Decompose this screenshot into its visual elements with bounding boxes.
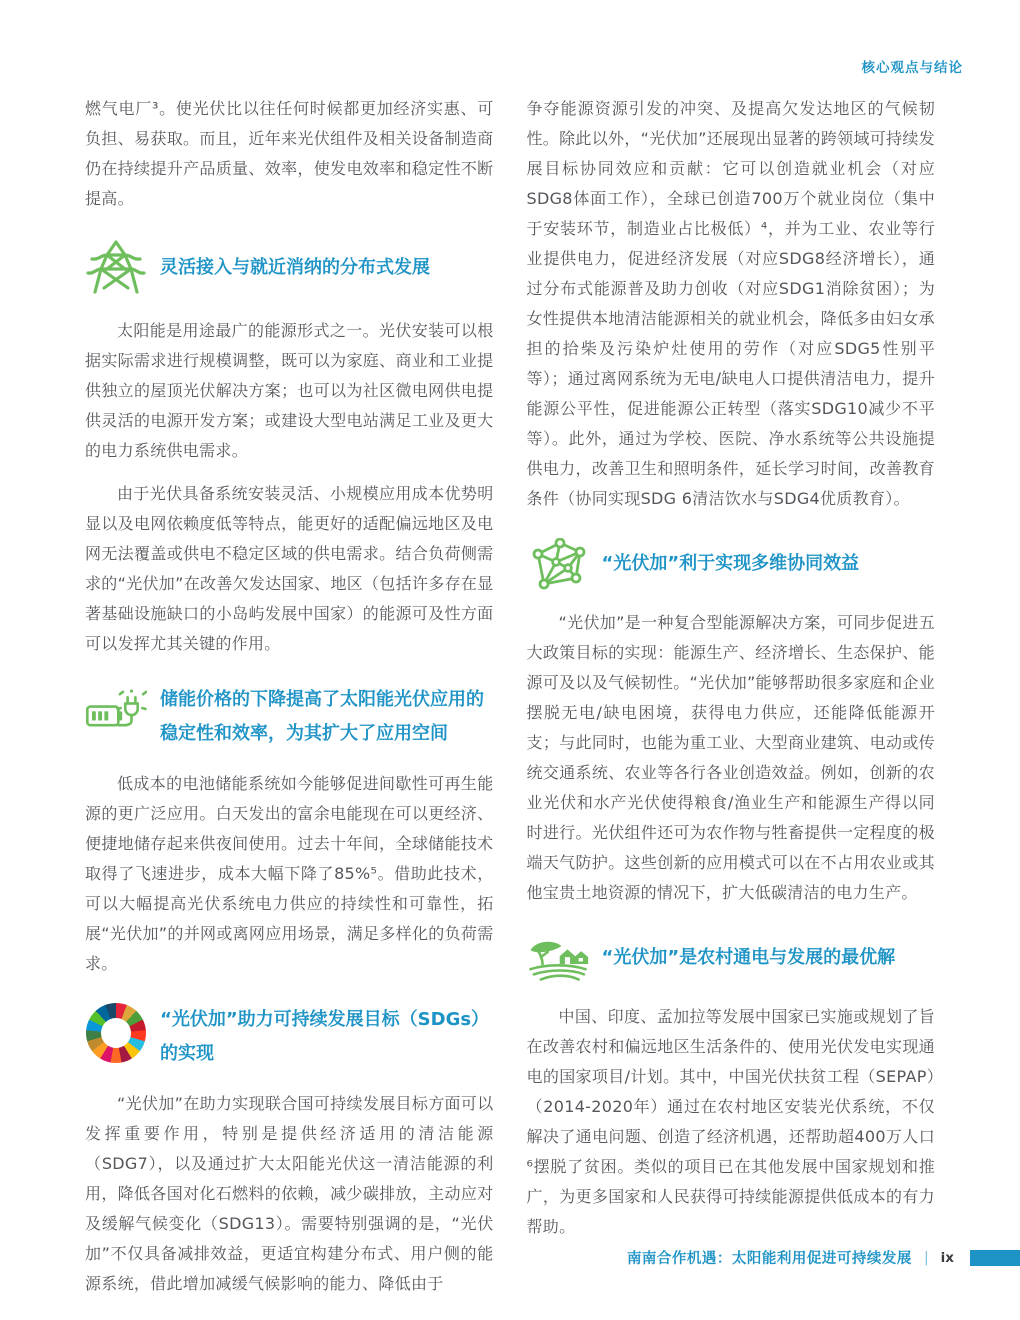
paragraph: 太阳能是用途最广的能源形式之一。光伏安装可以根据实际需求进行规模调整，既可以为家庭、商业和工业提供独立的屋顶光伏解决方案；也可以为社区微电网供电提供灵活的电源开发方案；或建设大型电站满足工业及更大的电力系统供电需求。 bbox=[85, 321, 494, 460]
section-heading: 储能价格的下降提高了太阳能光伏应用的稳定性和效率，为其扩大了应用空间 bbox=[160, 689, 484, 744]
page-footer bbox=[627, 1247, 1020, 1268]
section-synergies bbox=[527, 538, 936, 590]
right-column bbox=[527, 94, 936, 1312]
transmission-tower-icon bbox=[85, 238, 147, 298]
page-number: ix bbox=[940, 1249, 954, 1266]
footer-accent-bar bbox=[970, 1250, 1020, 1266]
paragraph: 由于光伏具备系统安装灵活、小规模应用成本优势明显以及电网依赖度低等特点，能更好的适配偏远地区及电网无法覆盖或供电不稳定区域的供电需求。结合负荷侧需求的“光伏加”在改善欠发达国家、地区（包括许多存在显著基础设施缺口的小岛屿发展中国家）的能源可及性方面可以发挥尤其关键的作用。 bbox=[85, 484, 494, 653]
network-graph-icon bbox=[527, 538, 589, 590]
running-head-label: 核心观点与结论 bbox=[861, 60, 963, 76]
section-rural-electrification bbox=[527, 932, 936, 984]
paragraph: 低成本的电池储能系统如今能够促进间歇性可再生能源的更广泛应用。白天发出的富余电能现在可以更经济、便捷地储存起来供夜间使用。过去十年间，全球储能技术取得了飞速进步，成本大幅下降了85%⁵。借助此技术，可以大幅提高光伏系统电力供应的持续性和可靠性，拓展“光伏加”的并网或离网应用场景，满足多样化的负荷需求。 bbox=[85, 774, 494, 973]
footer-divider: | bbox=[923, 1249, 929, 1266]
paragraph: “光伏加”是一种复合型能源解决方案，可同步促进五大政策目标的实现：能源生产、经济增长、生态保护、能源可及以及气候韧性。“光伏加”能够帮助很多家庭和企业摆脱无电/缺电困境，获得电力供应，还能降低能源开支；与此同时，也能为重工业、大型商业建筑、电动或传统交通系统、农业等各行各业创造效益。例如，创新的农业光伏和水产光伏使得粮食/渔业生产和能源生产得以同时进行。光伏组件还可为农作物与牲畜提供一定程度的极端天气防护。这些创新的应用模式可以在不占用农业或其他宝贵土地资源的情况下，扩大低碳清洁的电力生产。 bbox=[526, 613, 935, 902]
paragraph: “光伏加”在助力实现联合国可持续发展目标方面可以发挥重要作用，特别是提供经济适用的清洁能源（SDG7），以及通过扩大太阳能光伏这一清洁能源的利用，降低各国对化石燃料的依赖，减少碳排放，主动应对及缓解气候变化（SDG13）。需要特别强调的是，“光伏加”不仅具备减排效益，更适宜构建分布式、用户侧的能源系统，借此增加减缓气候影响的能力、降低由于 bbox=[85, 1094, 494, 1293]
page-content bbox=[85, 94, 935, 1312]
left-column bbox=[85, 94, 494, 1312]
section-sdgs bbox=[85, 1003, 494, 1071]
section-storage-prices bbox=[85, 683, 494, 751]
rural-development-icon bbox=[527, 932, 589, 984]
paragraph: 中国、印度、孟加拉等发展中国家已实施或规划了旨在改善农村和偏远地区生活条件的、使用光伏发电实现通电的国家项目/计划。其中，中国光伏扶贫工程（SEPAP）（2014-2020年）通过在农村地区安装光伏系统，不仅解决了通电问题、创造了经济机遇，还帮助超400万人口⁶摆脱了贫困。类似的项目已在其他发展中国家规划和推广，为更多国家和人民获得可持续能源提供低成本的有力帮助。 bbox=[526, 1007, 935, 1236]
section-heading: 灵活接入与就近消纳的分布式发展 bbox=[160, 257, 430, 278]
running-head bbox=[862, 56, 964, 76]
section-heading: “光伏加”是农村通电与发展的最优解 bbox=[601, 947, 896, 968]
battery-storage-icon bbox=[85, 683, 147, 741]
section-distributed-development bbox=[85, 238, 494, 298]
footer-title: 南南合作机遇：太阳能利用促进可持续发展 bbox=[626, 1251, 912, 1267]
sdg-wheel-icon bbox=[85, 1003, 147, 1063]
section-heading: “光伏加”利于实现多维协同效益 bbox=[601, 553, 860, 574]
section-heading: “光伏加”助力可持续发展目标（SDGs）的实现 bbox=[160, 1009, 490, 1064]
paragraph: 燃气电厂³。使光伏比以往任何时候都更加经济实惠、可负担、易获取。而且，近年来光伏组件及相关设备制造商仍在持续提升产品质量、效率，使发电效率和稳定性不断提高。 bbox=[85, 99, 494, 208]
paragraph: 争夺能源资源引发的冲突、及提高欠发达地区的气候韧性。除此以外，“光伏加”还展现出显著的跨领域可持续发展目标协同效应和贡献：它可以创造就业机会（对应SDG8体面工作），全球已创造700万个就业岗位（集中于安装环节，制造业占比极低）⁴，并为工业、农业等行业提供电力，促进经济发展（对应SDG8经济增长），通过分布式能源普及助力创收（对应SDG1消除贫困）；为女性提供本地清洁能源相关的就业机会，降低多由妇女承担的拾柴及污染炉灶使用的劳作（对应SDG5性别平等）；通过离网系统为无电/缺电人口提供清洁电力，提升能源公平性，促进能源公正转型（落实SDG10减少不平等）。此外，通过为学校、医院、净水系统等公共设施提供电力，改善卫生和照明条件，延长学习时间，改善教育条件（协同实现SDG 6清洁饮水与SDG4优质教育）。 bbox=[526, 99, 935, 508]
